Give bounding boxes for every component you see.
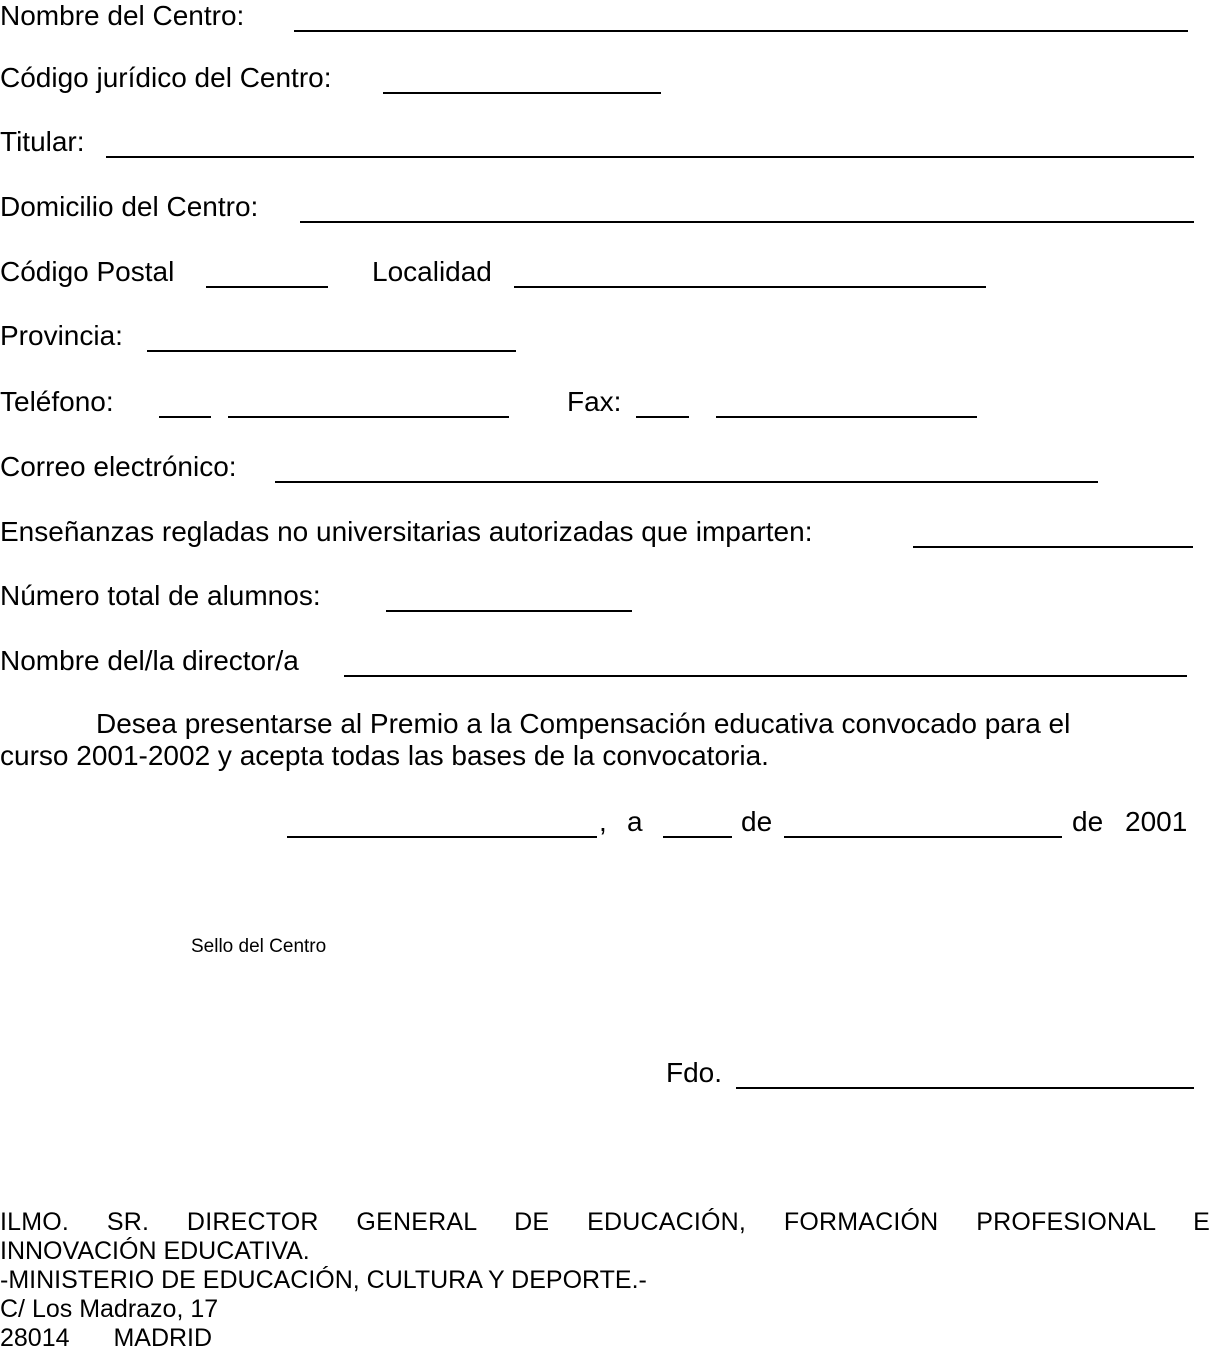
domicilio-field[interactable]	[300, 191, 1194, 223]
fax-number-field[interactable]	[716, 386, 977, 418]
alumnos-field[interactable]	[386, 580, 632, 612]
date-year: 2001	[1125, 806, 1188, 837]
addressee-block	[0, 1208, 1210, 1353]
fax-prefix-field[interactable]	[636, 386, 689, 418]
date-de-label-2: de	[1072, 806, 1104, 837]
addressee-line-4: C/ Los Madrazo, 17	[0, 1295, 219, 1323]
codigo-postal-field[interactable]	[206, 256, 328, 288]
localidad-label: Localidad	[372, 256, 492, 287]
ensenanzas-field[interactable]	[913, 516, 1193, 548]
telefono-number-field[interactable]	[228, 386, 509, 418]
firma-label: Fdo.	[666, 1057, 723, 1088]
addressee-postal-code: 28014	[0, 1324, 70, 1352]
addressee-line-1: ILMO. SR. DIRECTOR GENERAL DE EDUCACIÓN, FORMACIÓN PROFESIONAL E	[0, 1208, 1210, 1236]
sello-label: Sello del Centro	[191, 936, 327, 957]
director-label: Nombre del/la director/a	[0, 645, 299, 676]
provincia-label: Provincia:	[0, 320, 123, 351]
firma-field[interactable]	[736, 1057, 1194, 1089]
date-de-label-1: de	[741, 806, 773, 837]
codigo-postal-label: Código Postal	[0, 256, 175, 287]
correo-field[interactable]	[275, 451, 1098, 483]
codigo-juridico-label: Código jurídico del Centro:	[0, 62, 332, 93]
nombre-centro-field[interactable]	[294, 0, 1188, 32]
month-field[interactable]	[784, 806, 1062, 838]
addressee-line-3: -MINISTERIO DE EDUCACIÓN, CULTURA Y DEPORTE.-	[0, 1266, 647, 1294]
date-a-label: a	[627, 806, 643, 837]
codigo-juridico-field[interactable]	[383, 62, 661, 94]
addressee-city: MADRID	[113, 1324, 213, 1352]
nombre-centro-label: Nombre del Centro:	[0, 0, 245, 31]
director-field[interactable]	[344, 645, 1187, 677]
localidad-field[interactable]	[514, 256, 986, 288]
fax-label: Fax:	[567, 386, 622, 417]
date-comma: ,	[599, 806, 607, 837]
ensenanzas-label: Enseñanzas regladas no universitarias autorizadas que imparten:	[0, 516, 813, 547]
telefono-prefix-field[interactable]	[159, 386, 211, 418]
provincia-field[interactable]	[147, 320, 516, 352]
addressee-line-2: INNOVACIÓN EDUCATIVA.	[0, 1237, 310, 1265]
correo-label: Correo electrónico:	[0, 451, 237, 482]
domicilio-label: Domicilio del Centro:	[0, 191, 259, 222]
place-field[interactable]	[287, 806, 597, 838]
declaration-line-2: curso 2001-2002 y acepta todas las bases de la convocatoria.	[0, 740, 769, 771]
titular-field[interactable]	[106, 126, 1194, 158]
titular-label: Titular:	[0, 126, 85, 157]
declaration-paragraph	[0, 708, 1210, 772]
declaration-line-1: Desea presentarse al Premio a la Compensación educativa convocado para el	[96, 708, 1071, 739]
alumnos-label: Número total de alumnos:	[0, 580, 321, 611]
telefono-label: Teléfono:	[0, 386, 114, 417]
day-field[interactable]	[663, 806, 732, 838]
